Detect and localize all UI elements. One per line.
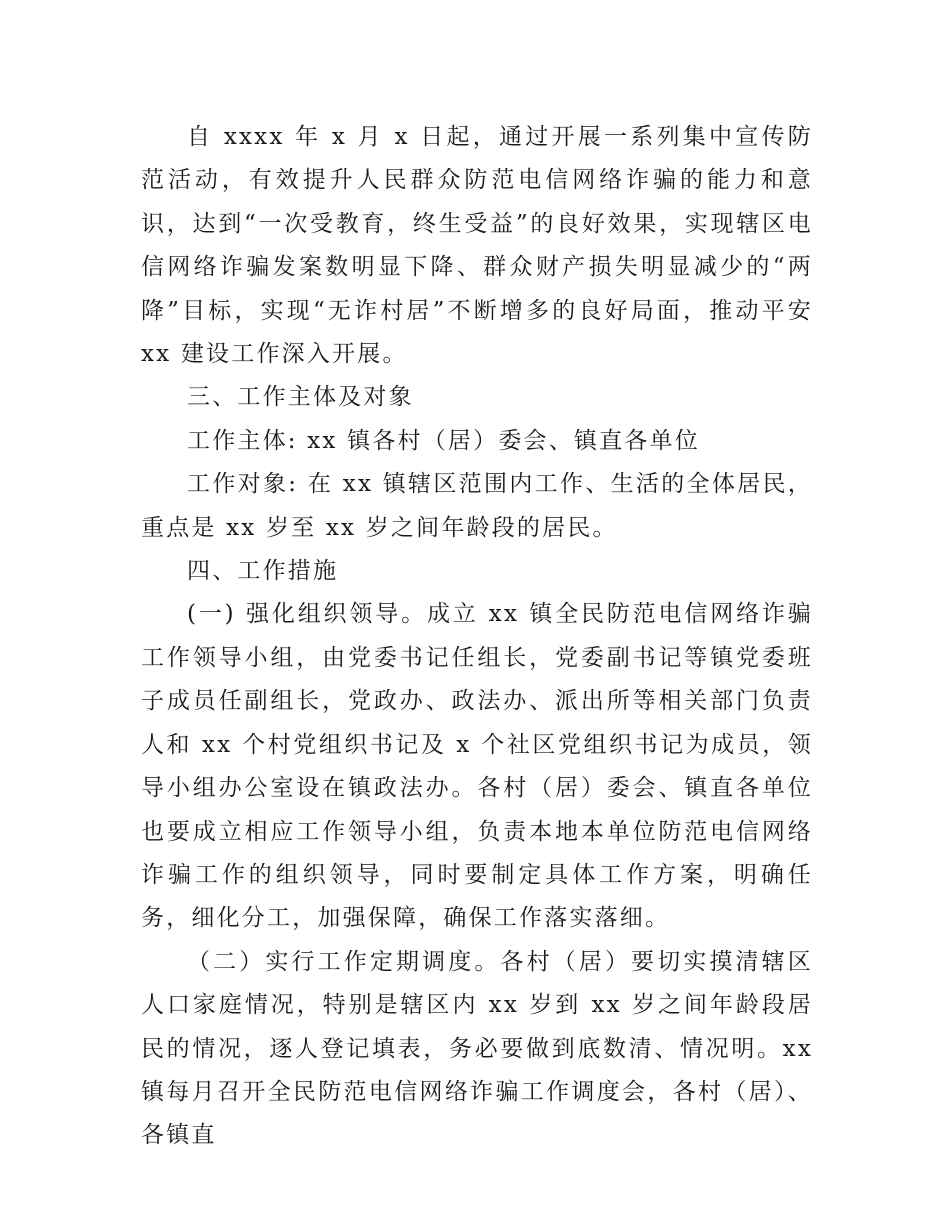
paragraph-work-subject: 工作主体: xx 镇各村（居）委会、镇直各单位	[187, 427, 700, 454]
paragraph-goal: 自 xxxx 年 x 月 x 日起，通过开展一系列集中宣传防范活动，有效提升人民群众防范电信网络诈骗的能力和意识，达到“一次受教育，终生受益”的良好效果，实现辖区电信网络诈骗发案数明显下降、群众财产损失明显减少的“两降”目标，实现“无诈村居”不断增多的良好局面，推动平安 xx 建设工作深入开展。	[141, 124, 813, 368]
paragraph-work-object: 工作对象: 在 xx 镇辖区范围内工作、生活的全体居民，重点是 xx 岁至 xx 岁之间年龄段的居民。	[141, 471, 813, 541]
heading-section-3: 三、工作主体及对象	[187, 384, 414, 411]
paragraph-measure-1: (一) 强化组织领导。成立 xx 镇全民防范电信网络诈骗工作领导小组，由党委书记任组长，党委副书记等镇党委班子成员任副组长，党政办、政法办、派出所等相关部门负责人和 xx 个村党组织书记及 x 个社区党组织书记为成员，领导小组办公室设在镇政法办。各村（居）委会、镇直各单位也要成立相应工作领导小组，负责本地本单位防范电信网络诈骗工作的组织领导，同时要制定具体工作方案，明确任务，细化分工，加强保障，确保工作落实落细。	[141, 601, 813, 932]
heading-section-4: 四、工作措施	[187, 558, 339, 585]
paragraph-measure-2: （二）实行工作定期调度。各村（居）要切实摸清辖区人口家庭情况，特别是辖区内 xx 岁到 xx 岁之间年龄段居民的情况，逐人登记填表，务必要做到底数清、情况明。xx 镇每月召开全民防范电信网络诈骗工作调度会，各村（居）、各镇直	[141, 948, 813, 1149]
document-body	[141, 116, 813, 1158]
